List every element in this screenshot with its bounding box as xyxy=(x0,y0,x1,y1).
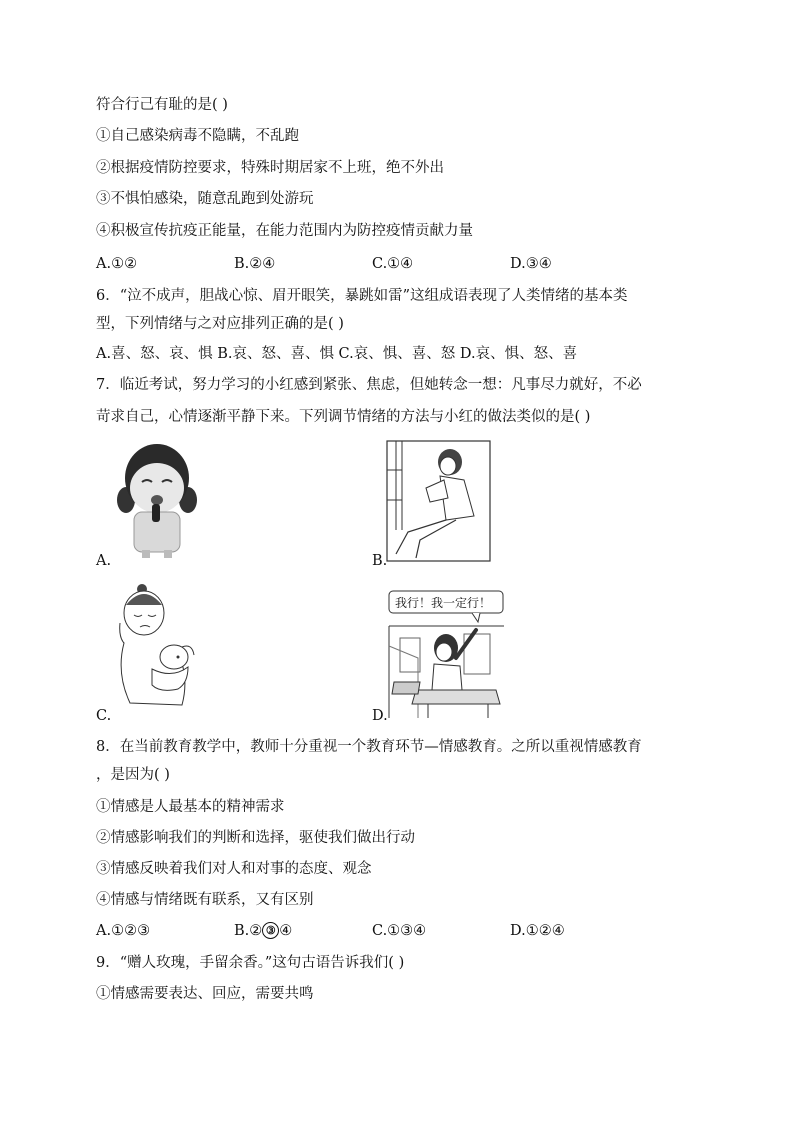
q7-label-a: A. xyxy=(96,553,112,569)
q8-option-b-suffix: ④ xyxy=(279,923,293,939)
q8-option-b-prefix: B.② xyxy=(234,923,263,939)
q5-option-a: A.①② xyxy=(96,256,138,272)
q7-label-b: B. xyxy=(372,553,388,569)
q6-options: A.喜、怒、哀、惧 B.哀、怒、喜、惧 C.哀、惧、喜、怒 D.哀、惧、怒、喜 xyxy=(96,346,578,362)
q7-label-c: C. xyxy=(96,708,112,724)
q8-option-b-circled-digit: ③ xyxy=(262,922,279,939)
q9-stem-line1: 9．“赠人玫瑰，手留余香。”这句古语告诉我们( ) xyxy=(96,955,405,971)
q8-option-d: D.①②④ xyxy=(510,923,565,939)
q7-stem-line1: 7．临近考试，努力学习的小红感到紧张、焦虑，但她转念一想：凡事尽力就好，不必 xyxy=(96,377,642,393)
q7-image-c-crying-with-dog xyxy=(112,583,202,718)
q5-item-3: ③不惧怕感染，随意乱跑到处游玩 xyxy=(96,191,314,207)
q7-speech-bubble-text: 我行！我一定行！ xyxy=(395,596,492,610)
q6-stem-line1: 6．“泣不成声，胆战心惊、眉开眼笑，暴跳如雷”这组成语表现了人类情绪的基本类 xyxy=(96,288,628,304)
q5-item-2: ②根据疫情防控要求，特殊时期居家不上班，绝不外出 xyxy=(96,160,444,176)
q8-item-4: ④情感与情绪既有联系，又有区别 xyxy=(96,892,314,908)
q5-option-b: B.②④ xyxy=(234,256,276,272)
q7-image-a-girl-singing xyxy=(112,438,202,558)
q8-stem-line2: ，是因为( ) xyxy=(96,767,170,783)
q8-stem-line1: 8．在当前教育教学中，教师十分重视一个教育环节—情感教育。之所以重视情感教育 xyxy=(96,739,642,755)
q8-option-b xyxy=(234,921,292,941)
q5-option-d: D.③④ xyxy=(510,256,552,272)
q7-image-d-self-encouragement xyxy=(388,586,506,718)
q9-item-1: ①情感需要表达、回应，需要共鸣 xyxy=(96,986,314,1002)
q8-option-a: A.①②③ xyxy=(96,923,151,939)
q8-item-3: ③情感反映着我们对人和对事的态度、观念 xyxy=(96,861,372,877)
q5-item-4: ④积极宣传抗疫正能量，在能力范围内为防控疫情贡献力量 xyxy=(96,223,473,239)
q5-item-1: ①自己感染病毒不隐瞒，不乱跑 xyxy=(96,128,299,144)
q5-option-c: C.①④ xyxy=(372,256,414,272)
q8-item-2: ②情感影响我们的判断和选择，驱使我们做出行动 xyxy=(96,830,415,846)
q8-item-1: ①情感是人最基本的精神需求 xyxy=(96,799,285,815)
q5-stem-tail: 符合行己有耻的是( ) xyxy=(96,97,228,113)
q7-label-d: D. xyxy=(372,708,388,724)
q6-stem-line2: 型，下列情绪与之对应排列正确的是( ) xyxy=(96,316,344,332)
q8-option-c: C.①③④ xyxy=(372,923,427,939)
q7-image-b-girl-reading xyxy=(386,440,491,562)
q7-stem-line2: 苛求自己，心情逐渐平静下来。下列调节情绪的方法与小红的做法类似的是( ) xyxy=(96,409,591,425)
